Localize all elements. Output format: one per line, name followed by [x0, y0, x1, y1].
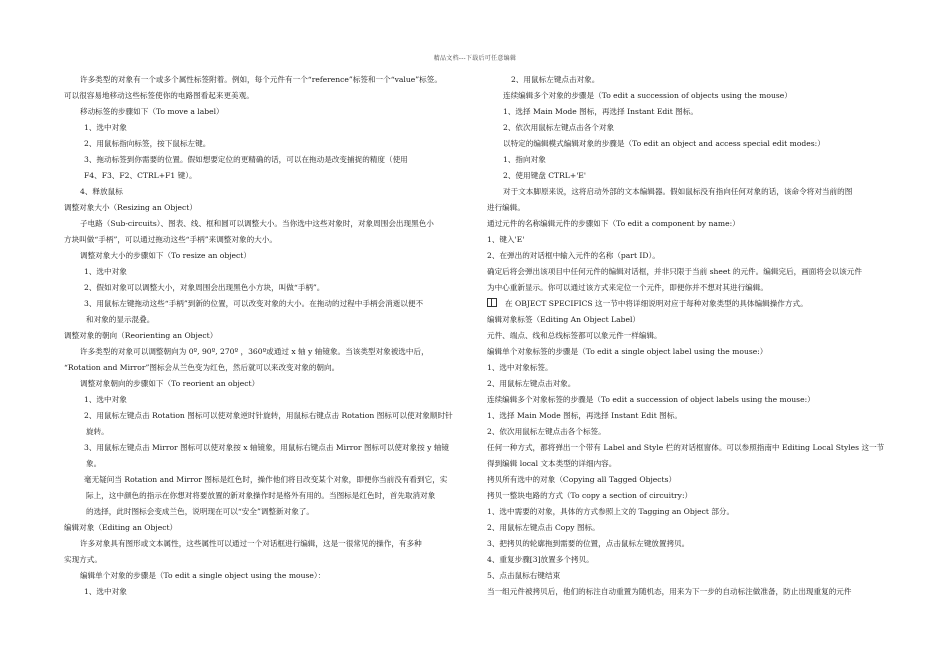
line-text: 2、用鼠标指向标签，按下鼠标左键。 — [84, 139, 211, 148]
line-text: 2、在弹出的对话框中输入元件的名称（part ID）。 — [487, 251, 660, 260]
text-line — [64, 408, 466, 424]
text-line — [64, 520, 466, 536]
line-text: 以特定的编辑模式编辑对象的步骤是（To edit an object and access special edit modes:） — [503, 139, 825, 148]
line-text: 确定后将会弹出该项目中任何元件的编辑对话框，并非只限于当前 sheet 的元件。编辑完后，画面将会以该元件 — [487, 267, 862, 276]
line-text: 3、拖动标签到你需要的位置。假如想要定位的更精确的话，可以在拖动是改变捕捉的精度（使用 — [84, 155, 408, 164]
line-text: 2、使用键盘 CTRL+'E' — [503, 171, 586, 180]
text-line — [64, 424, 466, 440]
line-text: 2、依次用鼠标左键点击各个对象 — [503, 123, 615, 132]
text-line — [64, 72, 466, 88]
text-line — [64, 472, 466, 488]
text-line — [487, 488, 897, 504]
line-text: 1、选择 Main Mode 图标，再选择 Instant Edit 图标。 — [503, 107, 698, 116]
line-text: 2、依次用鼠标左键点击各个标签。 — [487, 427, 606, 436]
text-line — [64, 104, 466, 120]
text-line — [487, 456, 897, 472]
line-text: 1、选中对象 — [84, 267, 127, 276]
line-text: 编辑单个对象标签的步骤是（To edit a single object label using the mouse:） — [487, 347, 768, 356]
text-line — [487, 152, 897, 168]
text-line — [64, 440, 466, 456]
text-line — [487, 568, 897, 584]
line-text: 象。 — [86, 459, 102, 468]
left-column — [64, 72, 466, 600]
text-line — [64, 120, 466, 136]
text-line — [487, 392, 897, 408]
text-line — [487, 520, 897, 536]
line-text: 3、用鼠标左键点击 Mirror 图标可以使对象按 x 轴镜象，用鼠标右键点击 Mirror 图标可以使对象按 y 轴镜 — [84, 443, 450, 452]
line-text: 5、点击鼠标右键结束 — [487, 571, 561, 580]
text-line — [64, 312, 466, 328]
text-line — [487, 264, 897, 280]
line-text: 和对象的显示混叠。 — [86, 315, 155, 324]
line-text: 编辑对象标签（Editing An Object Label） — [487, 315, 641, 324]
line-text: 对于文本脚原来说，这将启动外部的文本编辑器。假如鼠标没有指向任何对象的话，该命令将对当前的图 — [503, 187, 853, 196]
right-column — [487, 72, 897, 600]
line-text: 任何一种方式，都将弹出一个带有 Label and Style 栏的对话框窗体。可以参照指南中 Editing Local Styles 这一节 — [487, 443, 885, 452]
text-line — [64, 328, 466, 344]
text-line — [487, 440, 897, 456]
text-line — [64, 296, 466, 312]
text-line — [487, 216, 897, 232]
text-line — [64, 216, 466, 232]
line-text: 1、键入'E' — [487, 235, 525, 244]
text-line — [64, 488, 466, 504]
text-line — [487, 536, 897, 552]
text-line — [64, 248, 466, 264]
line-text: 实现方式。 — [64, 555, 102, 564]
text-line — [64, 504, 466, 520]
text-line — [487, 296, 897, 312]
text-line — [64, 552, 466, 568]
line-text: 2、用鼠标左键点击对象。 — [511, 75, 600, 84]
line-text: 1、选中对象标签。 — [487, 363, 553, 372]
text-line — [487, 408, 897, 424]
text-line — [487, 104, 897, 120]
line-text: 的选择，此时图标会变成兰色，说明现在可以“安全”调整新对象了。 — [86, 507, 314, 516]
line-text: 际上，这中颜色的指示在你想对将要放置的新对象操作时是格外有用的。当图标是红色时，首先取消对象 — [86, 491, 436, 500]
text-line — [64, 584, 466, 600]
line-text: 调整对象大小的步骤如下（To resize an object） — [80, 251, 251, 260]
text-line — [487, 360, 897, 376]
line-text: 可以很容易地移动这些标签使你的电路图看起来更美观。 — [64, 91, 254, 100]
line-text: 4、重复步骤[3]放置多个拷贝。 — [487, 555, 594, 564]
text-line — [487, 184, 897, 200]
line-text: 为中心重新显示。你可以通过该方式来定位一个元件，即便你并不想对其进行编辑。 — [487, 283, 768, 292]
line-text: 进行编辑。 — [487, 203, 525, 212]
line-text: 1、选择 Main Mode 图标，再选择 Instant Edit 图标。 — [487, 411, 682, 420]
text-line — [64, 392, 466, 408]
text-line — [64, 456, 466, 472]
text-line — [64, 280, 466, 296]
line-text: “Rotation and Mirror”图标会从兰色变为红色，然后就可以来改变对象的朝向。 — [64, 363, 340, 372]
line-text: 调整对象的朝向（Reorienting an Object） — [64, 331, 218, 340]
line-text: 通过元件的名称编辑元件的步骤如下（To edit a component by name:） — [487, 219, 740, 228]
line-text: 许多类型的对象有一个或多个属性标签附着。例如，每个元件有一个“reference”标签和一个“value”标签。 — [80, 75, 442, 84]
text-line — [487, 472, 897, 488]
line-text: 元件、端点、线和总线标签都可以象元件一样编辑。 — [487, 331, 662, 340]
line-text: 拷贝一整块电路的方式（To copy a section of circuitry:） — [487, 491, 693, 500]
line-text: 1、选中需要的对象，具体的方式参照上文的 Tagging an Object 部分。 — [487, 507, 735, 516]
line-text: 连续编辑多个对象的步骤是（To edit a succession of objects using the mouse） — [503, 91, 792, 100]
line-text: 2、用鼠标左键点击 Rotation 图标可以使对象逆时针旋转，用鼠标右键点击 Rotation 图标可以使对象顺时针 — [84, 411, 453, 420]
text-line — [487, 136, 897, 152]
line-text: 1、选中对象 — [84, 587, 127, 596]
text-line — [487, 584, 897, 600]
text-line — [64, 376, 466, 392]
text-line — [487, 232, 897, 248]
text-line — [64, 152, 466, 168]
line-text: 旋转。 — [86, 427, 109, 436]
line-text: 子电路（Sub-circuits）、图表、线、框和圆可以调整大小。当你选中这些对象时，对象周围会出现黑色小 — [80, 219, 434, 228]
text-line — [487, 120, 897, 136]
line-text: 1、指向对象 — [503, 155, 546, 164]
line-text: 方块叫做“手柄”，可以通过拖动这些“手柄”来调整对象的大小。 — [64, 235, 277, 244]
line-text: 调整对象朝向的步骤如下（To reorient an object） — [80, 379, 260, 388]
line-text: 2、假如对象可以调整大小，对象周围会出现黑色小方块，叫做“手柄”。 — [84, 283, 325, 292]
text-line — [487, 200, 897, 216]
text-line — [64, 200, 466, 216]
line-text: 毫无疑问当 Rotation and Mirror 图标是红色时，操作他们将目改变某个对象，即便你当前没有看到它，实 — [84, 475, 448, 484]
line-text: 2、用鼠标左键点击对象。 — [487, 379, 576, 388]
line-text: 4、释放鼠标 — [80, 187, 123, 196]
text-line — [487, 312, 897, 328]
text-line — [64, 168, 466, 184]
text-line — [64, 568, 466, 584]
text-line — [487, 504, 897, 520]
text-line — [487, 328, 897, 344]
text-line — [64, 232, 466, 248]
line-text: 编辑单个对象的步骤是（To edit a single object using the mouse）： — [80, 571, 326, 580]
text-line — [487, 280, 897, 296]
text-line — [487, 248, 897, 264]
line-text: 调整对象大小（Resizing an Object） — [64, 203, 197, 212]
text-line — [64, 264, 466, 280]
line-text: 2、用鼠标左键点击 Copy 图标。 — [487, 523, 600, 532]
line-text: 3、用鼠标左键拖动这些“手柄”到新的位置，可以改变对象的大小。在拖动的过程中手柄会消逝以便不 — [84, 299, 424, 308]
text-line — [487, 552, 897, 568]
text-line — [64, 184, 466, 200]
line-text: 连续编辑多个对象标签的步骤是（To edit a succession of object labels using the mouse:） — [487, 395, 815, 404]
text-line — [487, 344, 897, 360]
line-text: 许多对象具有图形或文本属性，这些属性可以通过一个对话框进行编辑，这是一很常见的操作，有多种 — [80, 539, 422, 548]
line-text: 移动标签的步骤如下（To move a label） — [80, 107, 224, 116]
text-line — [64, 536, 466, 552]
text-line — [64, 88, 466, 104]
line-text: 在 OBJECT SPECIFICS 这一节中将详细说明对应于每种对象类型的具体编辑操作方式。 — [505, 299, 808, 308]
text-line — [64, 360, 466, 376]
text-line — [487, 424, 897, 440]
text-line — [487, 376, 897, 392]
line-text: 当一组元件被拷贝后，他们的标注自动重置为随机态，用来为下一步的自动标注做准备，防止出现重复的元件 — [487, 587, 852, 596]
line-text: 编辑对象（Editing an Object） — [64, 523, 178, 532]
line-text: 3、把拷贝的轮廓拖到需要的位置，点击鼠标左键放置拷贝。 — [487, 539, 690, 548]
text-line — [487, 88, 897, 104]
text-line — [487, 72, 897, 88]
line-text: 得到编辑 local 文本类型的详细内容。 — [487, 459, 617, 468]
line-text: F4、F3、F2、CTRL+F1 键）。 — [84, 171, 197, 180]
line-text: 许多类型的对象可以调整朝向为 0º, 90º, 270º ，360º或通过 x 轴 y 轴镜象。当该类型对象被选中后， — [80, 347, 429, 356]
note-icon — [487, 298, 497, 307]
text-line — [64, 136, 466, 152]
page-header: 精品文档---下载后可任意编辑 — [433, 55, 517, 62]
line-text: 1、选中对象 — [84, 123, 127, 132]
text-line — [487, 168, 897, 184]
line-text: 拷贝所有选中的对象（Copying all Tagged Objects） — [487, 475, 677, 484]
text-line — [64, 344, 466, 360]
line-text: 1、选中对象 — [84, 395, 127, 404]
